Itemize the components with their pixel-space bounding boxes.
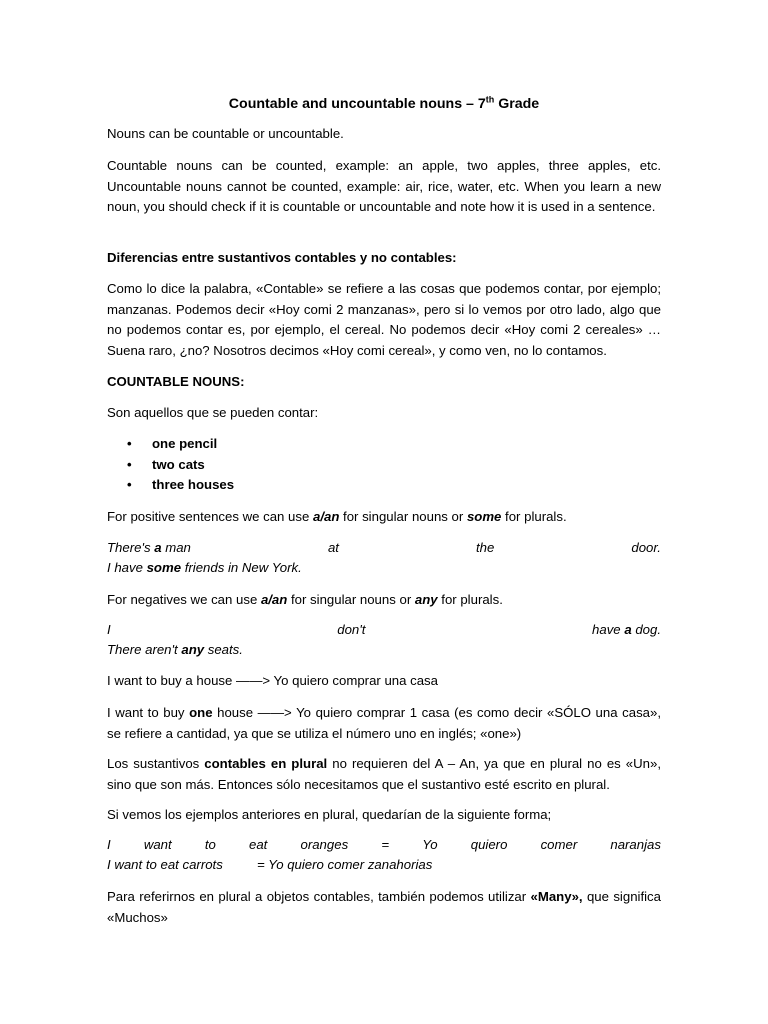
- example-sentence: I want to eat carrots = Yo quiero comer zanahorias: [107, 857, 433, 872]
- example-sentence: I don't have a dog.: [107, 622, 661, 637]
- example-sentence: I have some friends in New York.: [107, 560, 302, 575]
- example-sentence: I want to eat oranges = Yo quiero comer naranjas: [107, 837, 661, 852]
- definition-paragraph: Countable nouns can be counted, example: an apple, two apples, three apples, etc. Uncountable nouns cannot be counted, example: air, rice, water, etc. When you learn a new noun, you should check if it is countable or uncountable and note how it is used in a sentence.: [107, 158, 661, 214]
- example-sentence: There's a man at the door.: [107, 540, 661, 555]
- list-item: • one pencil: [107, 434, 661, 455]
- list-item: • two cats: [107, 455, 661, 476]
- explanation-paragraph: Como lo dice la palabra, «Contable» se refiere a las cosas que podemos contar, por ejemplo; manzanas. Podemos decir «Hoy comi 2 manzanas», pero si lo vemos por otro lado, algo que no podemos contar es, por ejemplo, el cereal. No podemos decir «Hoy comi 2 cereales» … Suena raro, ¿no? Nosotros decimos «Hoy comi cereal», y como ven, no lo contamos.: [107, 281, 661, 358]
- plural-examples-intro: Si vemos los ejemplos anteriores en plural, quedarían de la siguiente forma;: [107, 807, 552, 822]
- list-item: • three houses: [107, 475, 661, 496]
- translation-example: I want to buy a house ——> Yo quiero comprar una casa: [107, 673, 438, 688]
- negative-sentences-paragraph: For negatives we can use a/an for singular nouns or any for plurals.: [107, 592, 503, 607]
- intro-paragraph: Nouns can be countable or uncountable.: [107, 126, 344, 141]
- countable-examples-list: [107, 434, 661, 496]
- example-sentence: There aren't any seats.: [107, 642, 243, 657]
- positive-sentences-paragraph: For positive sentences we can use a/an for singular nouns or some for plurals.: [107, 509, 567, 524]
- document-title: Countable and uncountable nouns – 7th Grade: [228, 94, 540, 112]
- section-heading-diferencias: Diferencias entre sustantivos contables y no contables:: [107, 250, 457, 265]
- section-heading-countable: COUNTABLE NOUNS:: [107, 374, 245, 389]
- plural-explanation-paragraph: Los sustantivos contables en plural no requieren del A – An, ya que en plural no es «Un», sino que son más. Entonces sólo necesitamos que el sustantivo esté escrito en plural.: [107, 756, 661, 792]
- translation-example-one: I want to buy one house ——> Yo quiero comprar 1 casa (es como decir «SÓLO una casa», se refiere a cantidad, ya que se utiliza el número uno en inglés; «one»): [107, 705, 661, 741]
- many-paragraph: Para referirnos en plural a objetos contables, también podemos utilizar «Many», que significa «Muchos»: [107, 889, 661, 925]
- countable-intro: Son aquellos que se pueden contar:: [107, 405, 319, 420]
